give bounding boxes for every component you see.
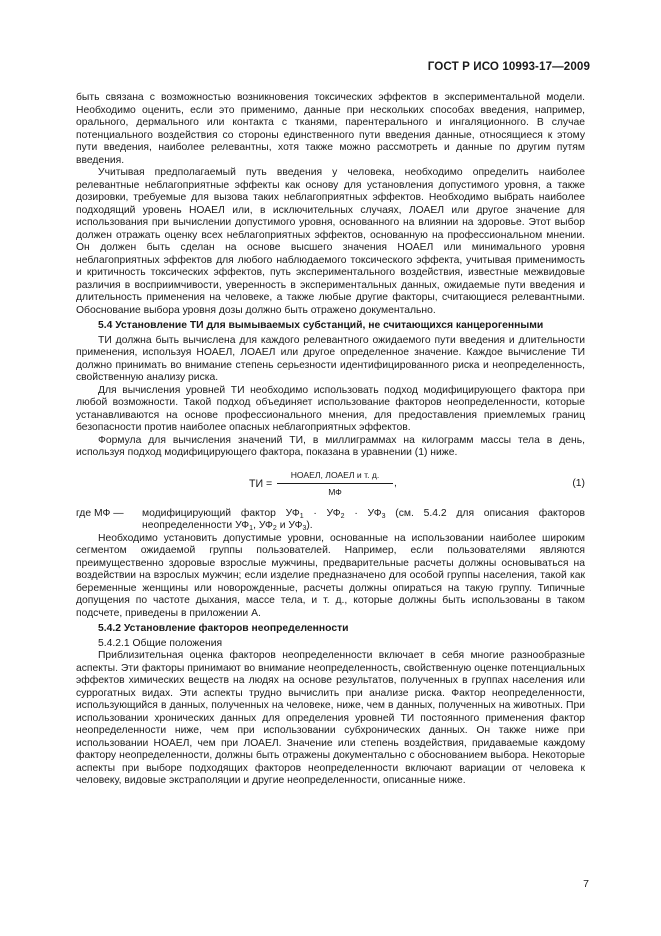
legend-text: модифицирующий фактор УФ xyxy=(142,507,300,519)
legend-text: (см. 5.4.2 для описания факторов неопределенности УФ xyxy=(142,507,585,531)
section-heading-5-4-2: 5.4.2 Установление факторов неопределенности xyxy=(98,623,349,634)
equation-1 xyxy=(76,468,585,502)
document-id-header: ГОСТ Р ИСО 10993-17—2009 xyxy=(427,60,590,73)
section-heading-5-4: 5.4 Установление ТИ для вымываемых субстанций, не считающихся канцерогенными xyxy=(98,320,544,331)
equation-fraction xyxy=(277,469,393,499)
paragraph-formula-intro: Формула для вычисления значений ТИ, в миллиграммах на килограмм массы тела в день, используя подход модифицирующего фактора, показана в уравнении (1) ниже. xyxy=(76,434,585,458)
equation-numerator: НОАЕЛ, ЛОАЕЛ и т. д. xyxy=(290,469,380,480)
legend-text: ). xyxy=(306,520,313,531)
equation-lhs: ТИ = xyxy=(249,477,273,490)
legend-term: где МФ — xyxy=(76,507,124,519)
page-content xyxy=(76,92,585,788)
section-heading-5-4-2-1: 5.4.2.1 Общие положения xyxy=(98,637,223,649)
legend-definition xyxy=(142,508,585,533)
paragraph-relevant-effects: Учитывая предполагаемый путь введения у человека, необходимо определить наиболее релевантные неблагоприятные эффекты как основу для установления допустимого уровня, а также дозировки, требуемые для вызова таких неблагоприятных эффектов. Необходимо выбрать наиболее подходящий уровень НОАЕЛ или, в исключительных случаях, ЛОАЕЛ или другое значение для использования при вычислении допустимого уровня, основанного на влиянии на здоровье. Этот выбор должен отражать оценку всех неблагоприятных эффектов, основанную на профессиональном мнении. Он должен быть сделан на основе высшего значения НОАЕЛ или минимального уровня неблагоприятных эффектов для любого наблюдаемого токсического эффекта, учитывая применимость и критичность токсических эффектов, путь экспериментального воздействия, известные межвидовые различия в восприимчивости, уверенность в экспериментальных данных, ожидаемые пути введения и длительность применения на человеке, а также любые другие факторы, считающиеся релевантными. Обоснование выбора уровня дозы должно быть отражено документально. xyxy=(76,167,585,316)
legend-text: · УФ xyxy=(303,507,341,519)
paragraph-modifying-factor: Для вычисления уровней ТИ необходимо использовать подход модифицирующего фактора при любой возможности. Такой подход объединяет использование факторов неопределенности, которые устанавливаются на основе профессионального мнения, для предоставления приемлемых границ безопасности против наиболее опасных неблагоприятных эффектов. xyxy=(76,384,585,433)
equation-comma: , xyxy=(394,477,397,489)
paragraph-permissible-levels: Необходимо установить допустимые уровни, основанные на использовании наиболее широким сегментом ожидаемой группы пользователей. Например, если пользователями являются преимущественно здоровые взрослые мужчины, предварительные расчеты должны основываться на воздействии на взрослых мужчин; если изделие предназначено для особой группы населения, такой как беременные женщины или новорожденные, расчеты должны опираться на такую группу. Типичные допущения по частоте дыхания, массе тела, и т. д., которые должны быть использованы в таком подсчете, приведены в приложении А. xyxy=(76,532,585,619)
legend-text: , УФ xyxy=(253,520,273,531)
formula-legend xyxy=(76,508,585,533)
page-number: 7 xyxy=(583,878,589,890)
fraction-bar xyxy=(277,483,393,484)
paragraph-continuation: быть связана с возможностью возникновения токсических эффектов в экспериментальной модели. Необходимо оценить, если это применимо, данные при нескольких способах введения, например, орального, дермального или контакта с тканями, парентерального и ингаляционного. В случае потенциального воздействия со стороны единственного пути введения данные, относящиеся к этому пути введения, наиболее релевантны, хотя также можно рассмотреть и данные по другим путям введения. xyxy=(76,92,585,166)
subscript: 3 xyxy=(302,525,307,532)
subscript: 2 xyxy=(340,512,345,520)
paragraph-uncertainty-factors: Приблизительная оценка факторов неопределенности включает в себя многие разнообразные аспекты. Эти факторы принимают во внимание неопределенность, свойственную оценке потенциальных эффектов химических веществ на людях на основе результатов, полученных в группах населения или суррогатных видах. Эти аспекты трудно вычислить при анализе риска. Фактор неопределенности, использующийся в данных, полученных на человеке, ниже, чем в данных, полученных на животных. При использовании хронических данных для определения уровней ТИ постоянного применения фактор неопределенности ниже, чем при использовании субхронических данных. Он также ниже при использовании НОАЕЛ, чем при ЛОАЕЛ. Значение или степень воздействия, придаваемые каждому фактору неопределенности, должны быть отражены документально с обоснованием выбора. Некоторые аспекты при выборе подходящих факторов неопределенности включают вариации от человека к человеку, видовые экстраполяции и другие неопределенности, описанные ниже. xyxy=(76,650,585,786)
subscript: 1 xyxy=(299,512,304,520)
equation-number: (1) xyxy=(572,477,585,489)
subscript: 1 xyxy=(249,525,254,532)
legend-text: и УФ xyxy=(276,520,303,531)
equation-denominator: МФ xyxy=(328,487,342,497)
subscript: 2 xyxy=(272,525,277,532)
legend-text: · УФ xyxy=(344,507,382,519)
paragraph-ti-calculation: ТИ должна быть вычислена для каждого релевантного ожидаемого пути введения и длительности применения, используя НОАЕЛ, ЛОАЕЛ или другое определенное значение. Каждое вычисление ТИ должно принимать во внимание степень серьезности идентифицированного риска и неопределенность, свойственную анализу риска. xyxy=(76,334,585,383)
subscript: 3 xyxy=(381,512,386,520)
